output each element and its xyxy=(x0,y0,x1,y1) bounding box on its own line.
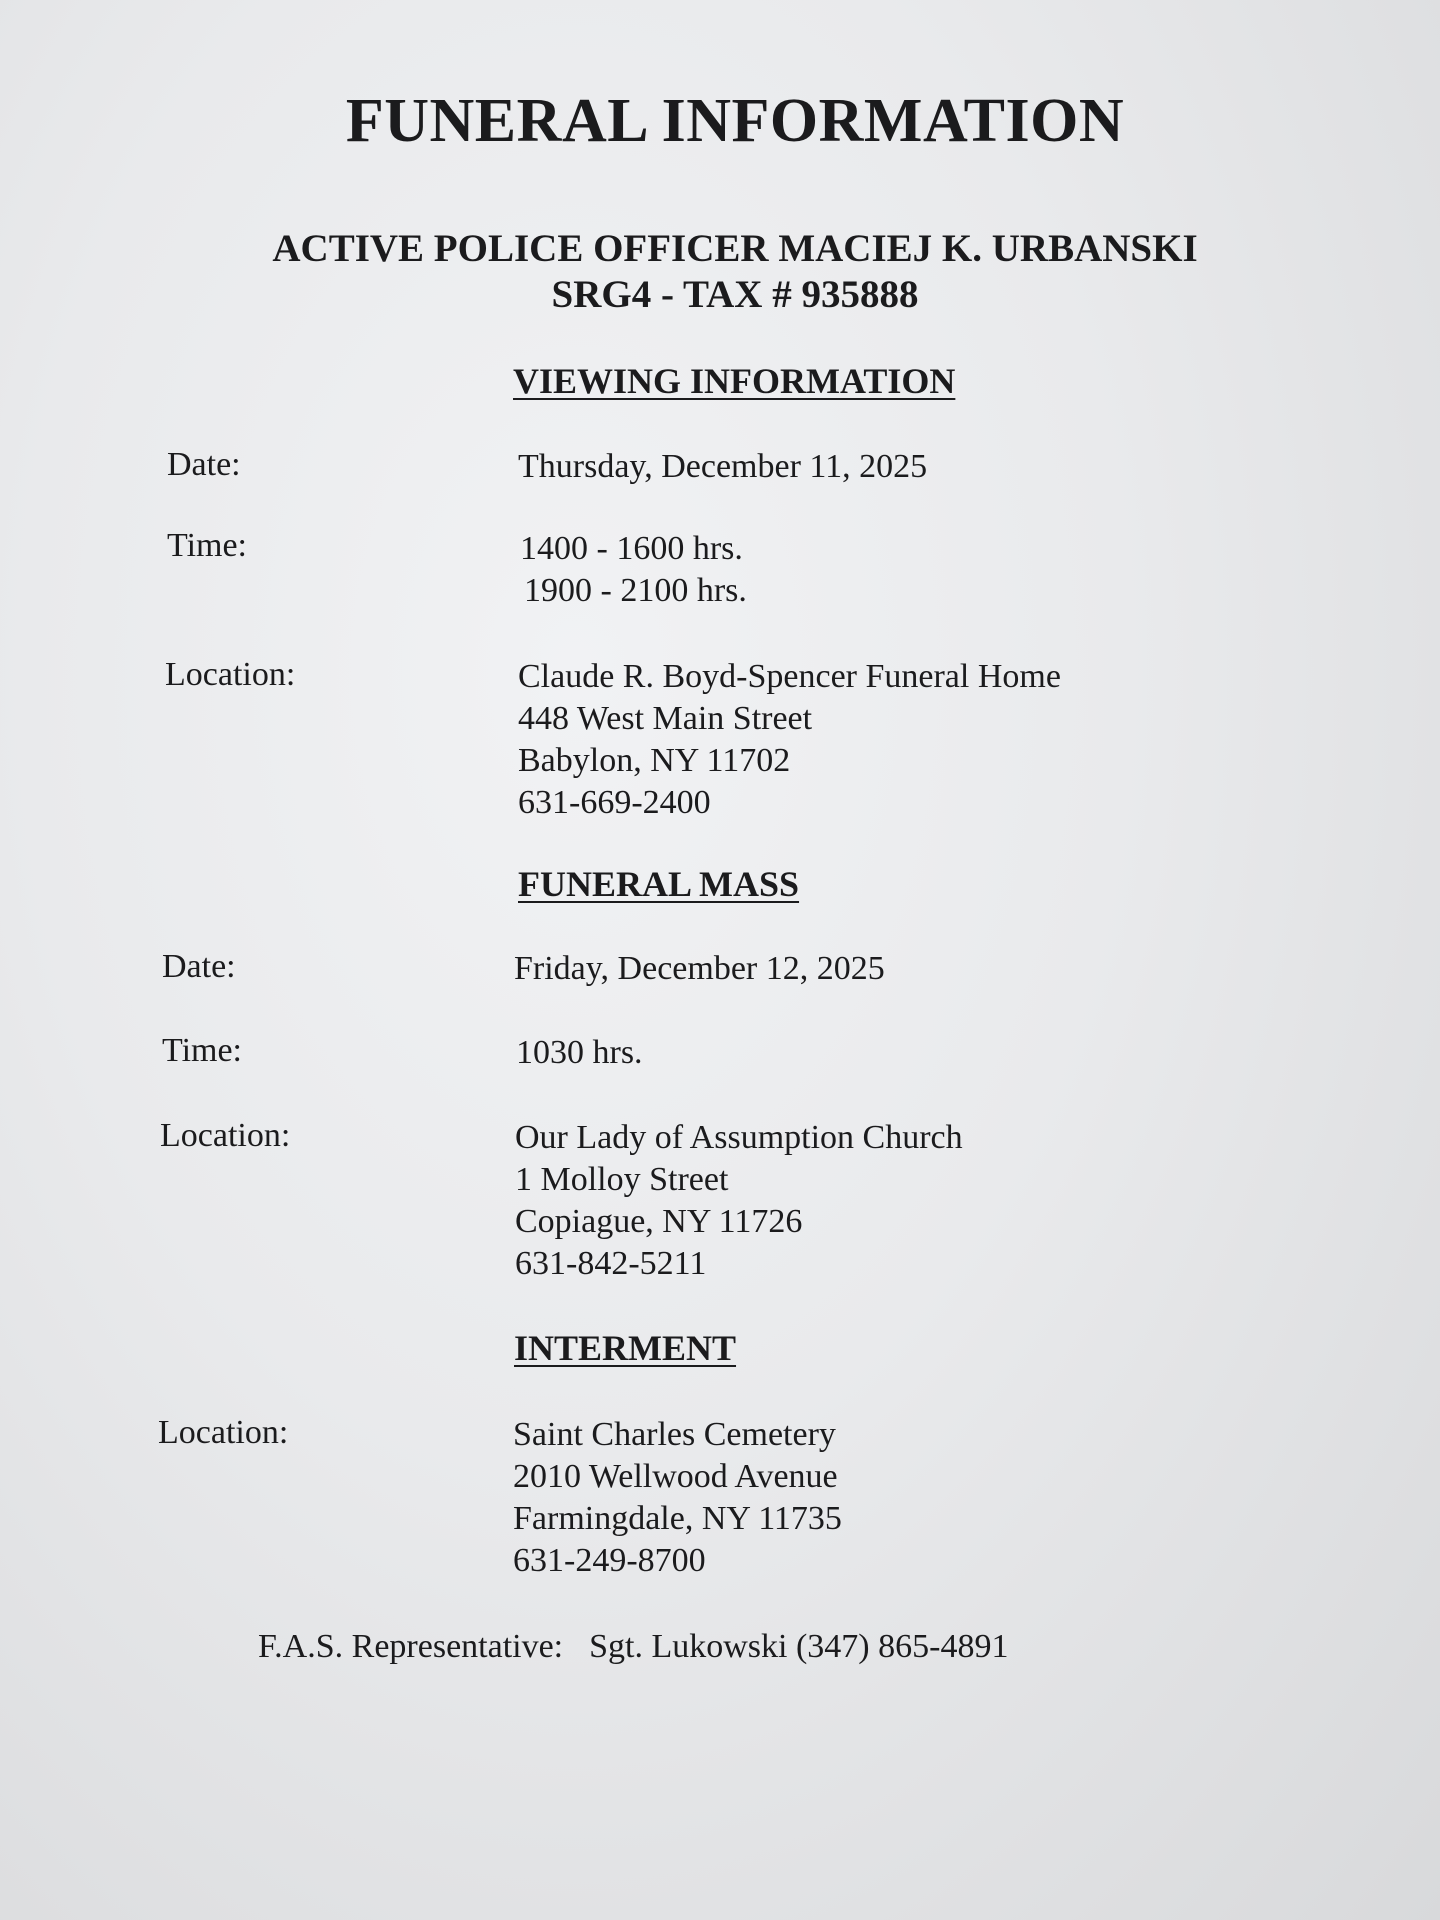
fas-representative-label: F.A.S. Representative: xyxy=(258,1628,564,1665)
viewing-date-label: Date: xyxy=(167,446,241,483)
mass-location-label: Location: xyxy=(160,1117,291,1154)
page-title: FUNERAL INFORMATION xyxy=(345,87,1125,155)
mass-location-name: Our Lady of Assumption Church xyxy=(515,1119,963,1156)
interment-location-phone: 631-249-8700 xyxy=(513,1542,706,1579)
viewing-date: Thursday, December 11, 2025 xyxy=(518,448,928,485)
viewing-location-name: Claude R. Boyd-Spencer Funeral Home xyxy=(518,658,1061,695)
fas-representative-contact: Sgt. Lukowski (347) 865-4891 xyxy=(589,1628,1009,1665)
officer-name: ACTIVE POLICE OFFICER MACIEJ K. URBANSKI xyxy=(272,227,1198,270)
fas-representative xyxy=(258,1628,1008,1666)
interment-location-name: Saint Charles Cemetery xyxy=(513,1416,836,1453)
viewing-time-1: 1400 - 1600 hrs. xyxy=(520,530,743,567)
officer-tax-number: SRG4 - TAX # 935888 xyxy=(551,273,919,316)
interment-location-city: Farmingdale, NY 11735 xyxy=(513,1500,842,1537)
mass-date-label: Date: xyxy=(162,948,236,985)
mass-location-phone: 631-842-5211 xyxy=(515,1245,707,1282)
viewing-location xyxy=(518,656,1061,824)
interment-location-street: 2010 Wellwood Avenue xyxy=(513,1458,838,1495)
mass-location-city: Copiague, NY 11726 xyxy=(515,1203,803,1240)
viewing-time-2: 1900 - 2100 hrs. xyxy=(524,572,747,609)
mass-heading: FUNERAL MASS xyxy=(518,864,800,904)
viewing-location-phone: 631-669-2400 xyxy=(518,784,711,821)
mass-time: 1030 hrs. xyxy=(516,1034,643,1071)
viewing-heading: VIEWING INFORMATION xyxy=(513,361,956,401)
mass-location-street: 1 Molloy Street xyxy=(515,1161,729,1198)
mass-time-label: Time: xyxy=(162,1032,243,1069)
interment-location-label: Location: xyxy=(158,1414,289,1451)
viewing-times xyxy=(520,528,747,612)
viewing-time-label: Time: xyxy=(167,527,248,564)
interment-heading: INTERMENT xyxy=(514,1328,737,1368)
interment-location xyxy=(513,1414,842,1582)
mass-date: Friday, December 12, 2025 xyxy=(514,950,885,987)
mass-location xyxy=(515,1117,963,1285)
viewing-location-label: Location: xyxy=(165,656,296,693)
viewing-location-city: Babylon, NY 11702 xyxy=(518,742,791,779)
viewing-location-street: 448 West Main Street xyxy=(518,700,813,737)
